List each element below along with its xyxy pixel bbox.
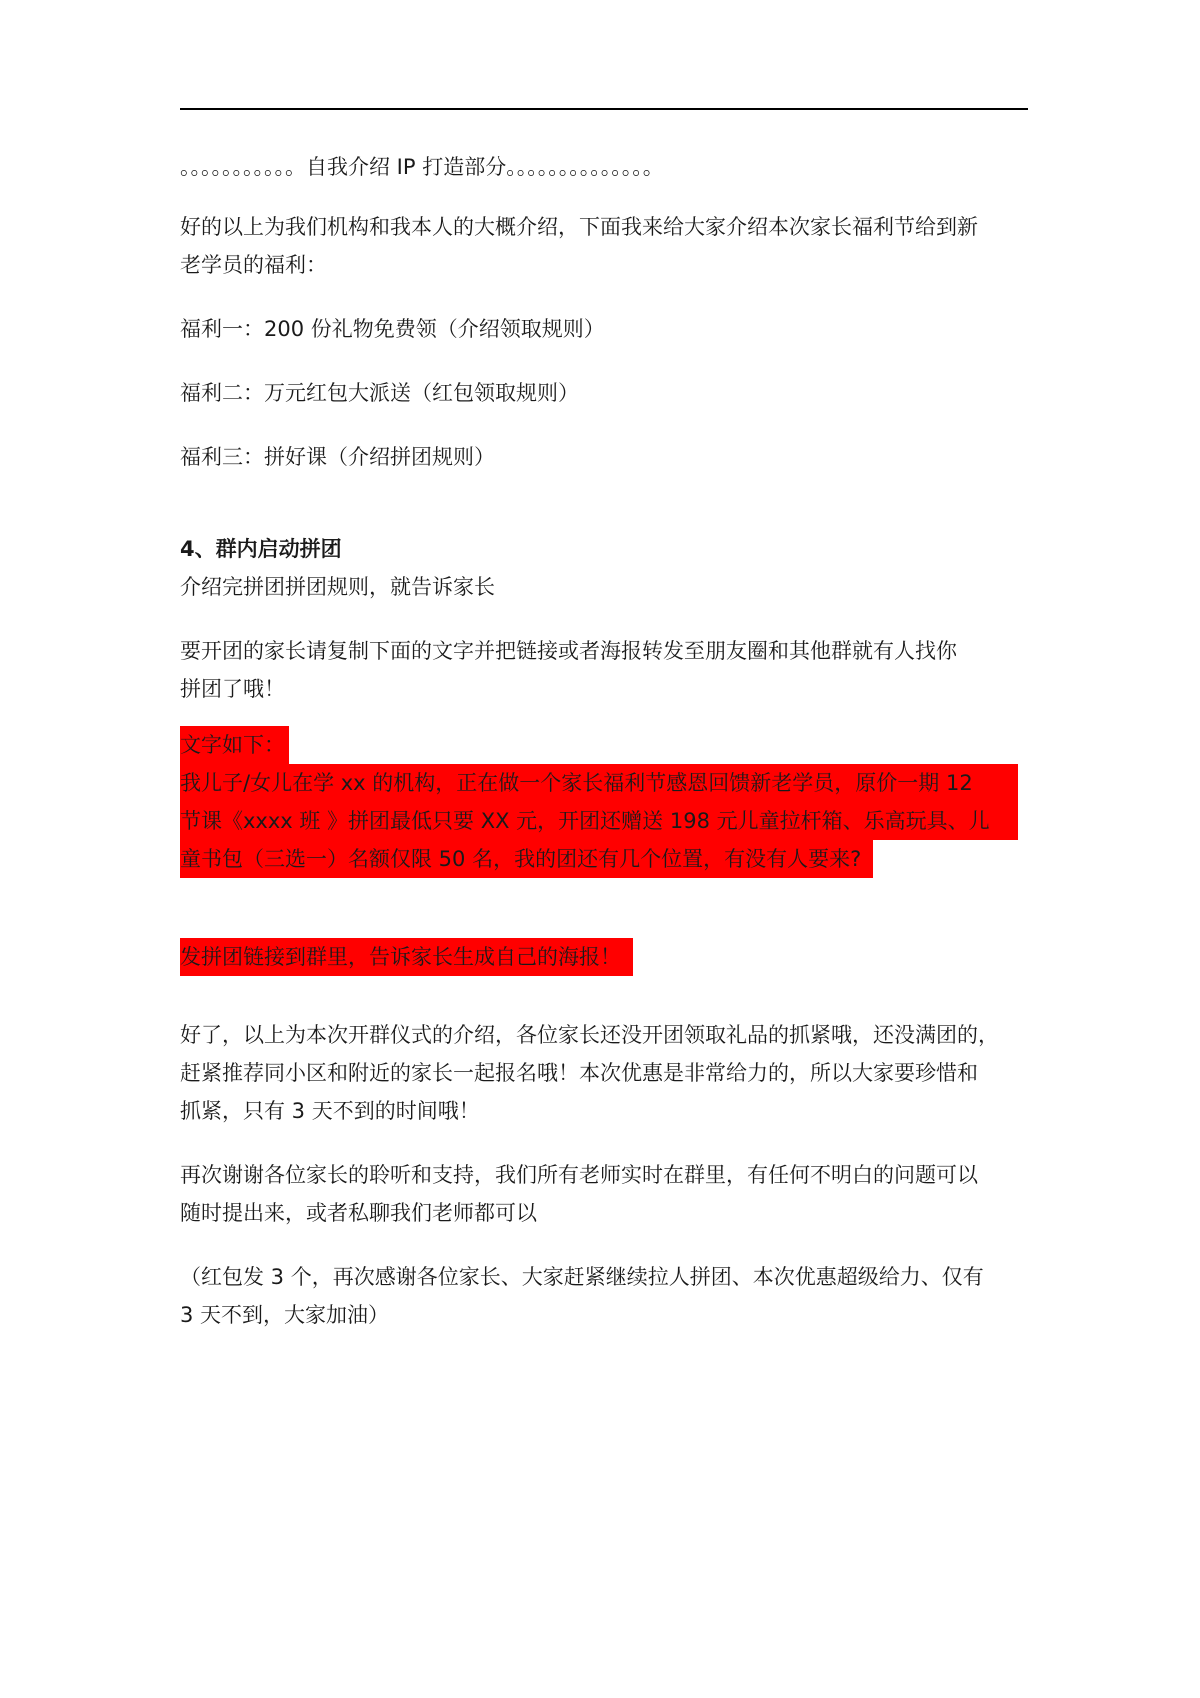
highlighted-copy-text xyxy=(180,726,1028,878)
intro-paragraph xyxy=(180,208,1028,284)
section-intro-line: 介绍完拼团拼团规则，就告诉家长 xyxy=(180,575,495,599)
benefit-three: 福利三：拼好课（介绍拼团规则） xyxy=(180,445,495,469)
highlight-text-line xyxy=(180,764,1028,802)
benefit-one: 福利一：200 份礼物免费领（介绍领取规则） xyxy=(180,317,605,341)
closing-line: 抓紧，只有 3 天不到的时间哦！ xyxy=(180,1099,480,1123)
benefit-item xyxy=(180,374,1028,412)
highlight-text: 节课《xxxx 班 》拼团最低只要 XX 元，开团还赠送 198 元儿童拉杆箱、乐高玩具、儿 xyxy=(180,802,1018,840)
benefit-item xyxy=(180,438,1028,476)
thanks-paragraph xyxy=(180,1156,1028,1232)
highlight-text-line xyxy=(180,840,1028,878)
closing-line: 赶紧推荐同小区和附近的家长一起报名哦！本次优惠是非常给力的，所以大家要珍惜和 xyxy=(180,1061,978,1085)
red-packet-note-line: （红包发 3 个，再次感谢各位家长、大家赶紧继续拉人拼团、本次优惠超级给力、仅有 xyxy=(180,1265,984,1289)
highlight-text: 我儿子/女儿在学 xx 的机构，正在做一个家长福利节感恩回馈新老学员，原价一期 12 xyxy=(180,764,1018,802)
section-intro xyxy=(180,568,1028,606)
section-instruction xyxy=(180,632,1028,708)
benefit-two: 福利二：万元红包大派送（红包领取规则） xyxy=(180,381,579,405)
highlight-label-line xyxy=(180,726,1028,764)
benefit-item xyxy=(180,310,1028,348)
closing-line: 好了，以上为本次开群仪式的介绍，各位家长还没开团领取礼品的抓紧哦，还没满团的， xyxy=(180,1023,999,1047)
section-heading: 4、群内启动拼团 xyxy=(180,537,342,561)
red-packet-note xyxy=(180,1258,1028,1334)
intro-dots-line: 。。。。。。。。。。。自我介绍 IP 打造部分。。。。。。。。。。。。。。 xyxy=(180,155,664,179)
section-instruction-line: 拼团了哦！ xyxy=(180,677,285,701)
highlight-label: 文字如下： xyxy=(180,726,289,764)
spacer xyxy=(180,878,1028,938)
header-rule xyxy=(180,108,1028,110)
red-packet-note-line: 3 天不到，大家加油） xyxy=(180,1303,390,1327)
intro-paragraph-line: 好的以上为我们机构和我本人的大概介绍，下面我来给大家介绍本次家长福利节给到新 xyxy=(180,215,978,239)
highlight-instruction-line xyxy=(180,938,1028,976)
highlight-instruction: 发拼团链接到群里，告诉家长生成自己的海报！ xyxy=(180,938,633,976)
intro-paragraph-line: 老学员的福利： xyxy=(180,253,327,277)
section-instruction-line: 要开团的家长请复制下面的文字并把链接或者海报转发至朋友圈和其他群就有人找你 xyxy=(180,639,957,663)
closing-paragraph xyxy=(180,1016,1028,1130)
document-body xyxy=(180,148,1028,1360)
highlight-text: 童书包（三选一）名额仅限 50 名，我的团还有几个位置，有没有人要来? xyxy=(180,840,873,878)
thanks-line: 再次谢谢各位家长的聆听和支持，我们所有老师实时在群里，有任何不明白的问题可以 xyxy=(180,1163,978,1187)
spacer xyxy=(180,976,1028,1016)
thanks-line: 随时提出来，或者私聊我们老师都可以 xyxy=(180,1201,537,1225)
highlight-text-line xyxy=(180,802,1028,840)
